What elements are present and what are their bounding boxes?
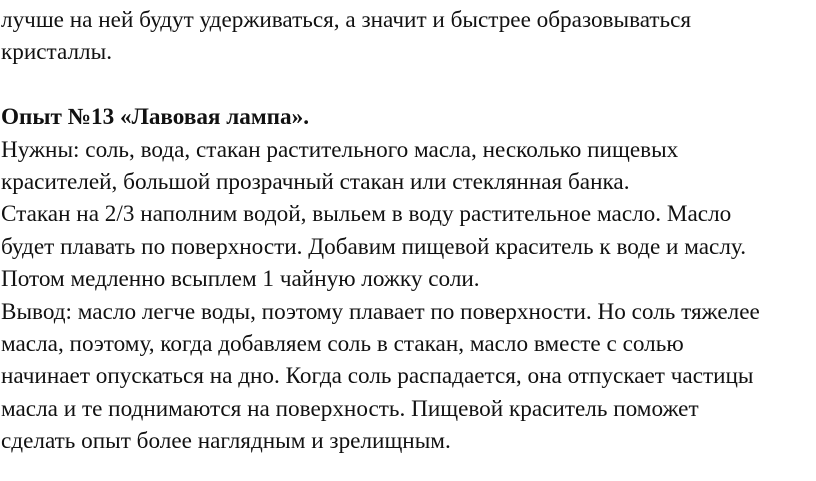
conclusion-line-5: сделать опыт более наглядным и зрелищным. bbox=[1, 428, 451, 455]
procedure-paragraph bbox=[1, 198, 816, 295]
intro-line-1: лучше на ней будут удерживаться, а значит и быстрее образовываться bbox=[1, 7, 692, 33]
materials-line-2: красителей, большой прозрачный стакан или стеклянная банка. bbox=[1, 168, 630, 195]
intro-line-2: кристаллы. bbox=[1, 39, 112, 66]
experiment-title: Опыт №13 «Лавовая лампа». bbox=[1, 104, 310, 131]
conclusion-paragraph bbox=[1, 296, 816, 458]
conclusion-line-4: масла и те поднимаются на поверхность. Пищевой краситель поможет bbox=[1, 395, 699, 422]
experiment-section bbox=[1, 101, 816, 457]
paragraph-spacer bbox=[1, 69, 816, 101]
procedure-line-1: Стакан на 2/3 наполним водой, выльем в воду растительное масло. Масло bbox=[1, 201, 732, 228]
procedure-line-3: Потом медленно всыплем 1 чайную ложку соли. bbox=[1, 266, 480, 293]
conclusion-line-2: масла, поэтому, когда добавляем соль в стакан, масло вместе с солью bbox=[1, 330, 684, 357]
conclusion-line-1: Вывод: масло легче воды, поэтому плавает по поверхности. Но соль тяжелее bbox=[1, 298, 760, 325]
materials-paragraph bbox=[1, 134, 816, 199]
procedure-line-2: будет плавать по поверхности. Добавим пищевой краситель к воде и маслу. bbox=[1, 233, 746, 260]
intro-paragraph bbox=[1, 4, 816, 69]
materials-line-1: Нужны: соль, вода, стакан растительного масла, несколько пищевых bbox=[1, 136, 679, 163]
conclusion-line-3: начинает опускаться на дно. Когда соль распадается, она отпускает частицы bbox=[1, 363, 754, 390]
